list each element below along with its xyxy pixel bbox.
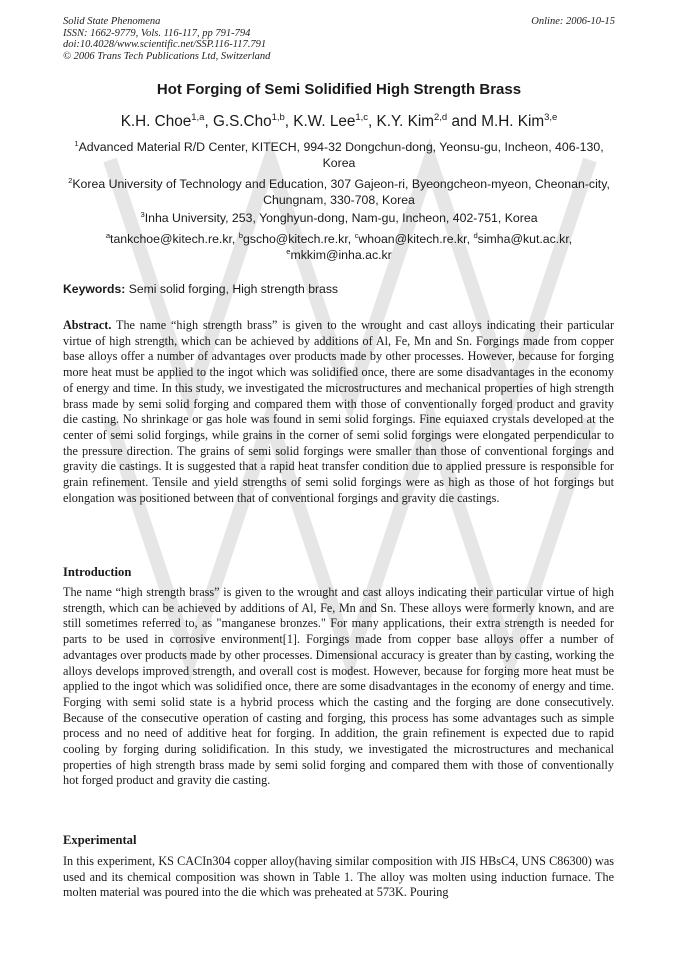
affiliation-3: $^3$Inha University, 253, Yonghyun-dong, Nam-gu, Incheon, 402-751, Korea	[140, 209, 538, 225]
email: $^a$tankchoe@kitech.re.kr,	[105, 230, 239, 246]
section-heading-introduction: Introduction	[63, 565, 132, 579]
author: K.H. Choe$^{1,a}$,	[120, 111, 213, 130]
author: K.Y. Kim$^{2,d}$ and	[376, 111, 482, 130]
abstract-text: The name “high strength brass” is given to the wrought and cast alloys indicating their particular virtue of high strength, which can be achieved by additions of Al, Fe, Mn and Sn. Forgings made from copper base alloys offer a number of advantages over products made by other processes. However, because for forging more heat must be applied to the ingot which was solidified once, there are some disadvantages in the economy of energy and time. In this study, we investigated the microstructures and mechanical properties of high strength brass made by semi solid forging and compared them with those of conventionally forged product and gravity die casting. No shrinkage or gas hole was found in semi solid forgings. Fine equiaxed crystals developed at the center of semi solid forgings, while grains in the corner of semi solid forgings were elongated perpendicular to the pressure direction. The grains of semi solid forgings were smaller than those of conventional forgings and gravity die castings. It is suggested that a rapid heat transfer condition due to applied pressure is responsible for grain refinement. Tensile and yield strengths of semi solid forgings were as high as those of hot forgings but elongation was positioned between that of conventional forgings and gravity die castings.	[63, 318, 615, 505]
introduction-text: The name “high strength brass” is given to the wrought and cast alloys indicating their particular virtue of high strength, which can be achieved by additions of Al, Fe, Mn and Sn. These alloys were formerly known, and are still sometimes referred to, as "manganese bronzes." For many applications, their extra strength is needed for parts to be used in corrosive environment[1]. Forgings made from copper base alloys offer a number of advantages over products made by other processes. Dimensional accuracy is greater than by casting, working the alloys develops improved strength, and overall cost is modest. However, because for forging more heat must be applied to the ingot which was solidified once, there are some disadvantages in the economy of energy and time. Forging with semi solid state is a hybrid process which the casting and the forging are done consecutively. Because of the consecutive operation of casting and forging, this process has some advantages such as simple process and no need of additive heat for forging. In addition, the grain refinement is expected due to rapid cooling by forging during solidification. In this study, we investigated the microstructures and mechanical properties of high strength brass made by semi solid forging and compared them with those of conventionally hot forged product and gravity die casting.	[63, 585, 614, 788]
email-list	[63, 231, 615, 263]
author: G.S.Cho$^{1,b}$,	[212, 111, 294, 130]
online-date: Online: 2006-10-15	[531, 16, 615, 27]
email: $^d$simha@kut.ac.kr,	[473, 230, 573, 246]
affiliation-2: $^2$Korea University of Technology and Education, 307 Gajeon-ri, Byeongcheon-myeon, Cheonan-city, Chungnam, 330-708, Korea	[68, 175, 610, 207]
affiliation-1: $^1$Advanced Material R/D Center, KITECH, 994-32 Dongchun-dong, Yeonsu-gu, Incheon, 406-130, Korea	[74, 138, 604, 170]
copyright-line: © 2006 Trans Tech Publications Ltd, Switzerland	[63, 50, 271, 62]
journal-name: Solid State Phenomena	[63, 16, 161, 27]
doi-line: doi:10.4028/www.scientific.net/SSP.116-117.791	[63, 39, 267, 51]
author: K.W. Lee$^{1,c}$,	[293, 111, 377, 130]
abstract-label: Abstract.	[63, 318, 112, 332]
keywords-line	[63, 282, 615, 296]
email: $^b$gscho@kitech.re.kr,	[238, 230, 355, 246]
email: $^e$mkkim@inha.ac.kr	[286, 246, 392, 262]
keywords-text: Semi solid forging, High strength brass	[128, 282, 339, 296]
keywords-label: Keywords:	[63, 282, 126, 296]
email: $^c$whoan@kitech.re.kr,	[354, 230, 474, 246]
author: M.H. Kim$^{3,e}$	[481, 111, 558, 130]
paper-title: Hot Forging of Semi Solidified High Strength Brass	[156, 81, 522, 98]
abstract	[63, 318, 614, 506]
section-heading-experimental: Experimental	[63, 833, 137, 847]
journal-header	[63, 16, 615, 62]
experimental-text: In this experiment, KS CACIn304 copper alloy(having similar composition with JIS HBsC4, UNS C86300) was used and its chemical composition was shown in Table 1. The alloy was molten using induction furnace. The molten material was poured into the die which was preheated at 573K. Pouring	[63, 854, 614, 900]
issn-line: ISSN: 1662-9779, Vols. 116-117, pp 791-794	[63, 27, 251, 39]
author-list	[40, 113, 638, 131]
